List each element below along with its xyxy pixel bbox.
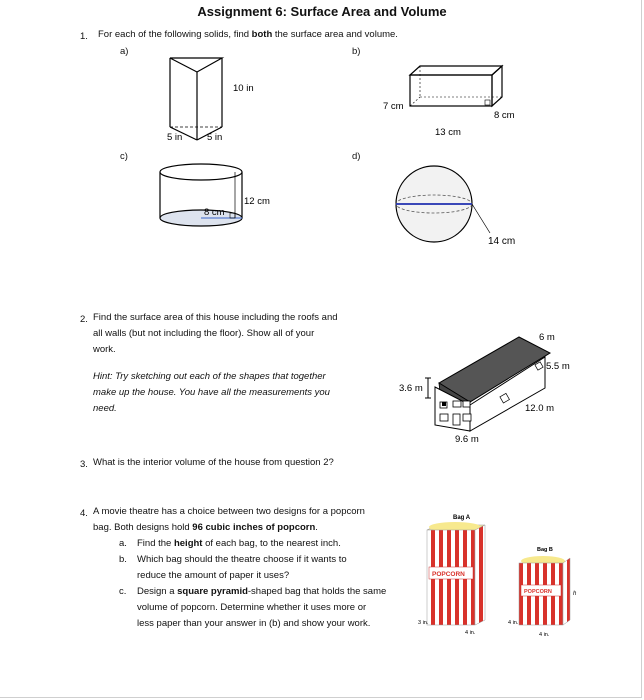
bag-a-brand: POPCORN	[432, 571, 465, 578]
house-roof-slant-label: 5.5 m	[546, 361, 570, 372]
q1-label-b: b)	[352, 46, 361, 57]
popcorn-bags-figure	[415, 505, 590, 645]
bag-a-label: Bag A	[453, 515, 471, 521]
q3-number: 3.	[80, 459, 88, 470]
bag-b-depth-label: 4 in.	[508, 620, 519, 626]
house-wall-height-label: 3.6 m	[399, 383, 423, 394]
box-depth-label: 8 cm	[494, 110, 515, 121]
q1-label-a: a)	[120, 46, 129, 57]
rectangular-prism-figure	[380, 60, 530, 140]
bag-a-depth-label: 3 in.	[418, 620, 429, 626]
q4-part-a-letter: a.	[119, 538, 127, 549]
page-title: Assignment 6: Surface Area and Volume	[197, 4, 447, 19]
prism-height-label: 10 in	[233, 83, 254, 94]
q2-text: Find the surface area of this house including the roofs and all walls (but not including the floor). Show all of your work.	[93, 312, 338, 355]
bag-b-brand: POPCORN	[524, 589, 552, 595]
q4-part-c: Design a square pyramid-shaped bag that holds the same volume of popcorn. Determine whether it uses more or less paper than your answer in (b) and show your work.	[137, 586, 387, 629]
q2-number: 2.	[80, 314, 88, 325]
q4-part-c-letter: c.	[119, 586, 127, 597]
prism-base-label-1: 5 in	[167, 132, 183, 143]
cylinder-figure	[150, 158, 290, 238]
box-length-label: 13 cm	[435, 127, 461, 138]
house-length-label: 12.0 m	[525, 403, 555, 414]
q4-part-a: Find the height of each bag, to the nearest inch.	[137, 538, 341, 549]
q3-text: What is the interior volume of the house from question 2?	[93, 457, 334, 468]
q2-hint: Hint: Try sketching out each of the shapes that together make up the house. You have all the measurements you need.	[93, 371, 330, 414]
bag-b-width-label: 4 in.	[539, 632, 550, 638]
q4-part-b: Which bag should the theatre choose if it wants to reduce the amount of paper it uses?	[137, 554, 347, 581]
cylinder-height-label: 12 cm	[244, 196, 270, 207]
q1-text: For each of the following solids, find both the surface area and volume.	[98, 29, 398, 40]
house-figure	[395, 325, 595, 450]
q1-label-d: d)	[352, 151, 361, 162]
prism-base-label-2: 5 in	[207, 132, 223, 143]
sphere-figure	[390, 160, 540, 255]
triangular-prism-figure	[150, 50, 260, 150]
cylinder-diameter-label: 8 cm	[204, 207, 225, 218]
q4-number: 4.	[80, 508, 88, 519]
house-roof-width-label: 6 m	[539, 332, 555, 343]
bag-b-label: Bag B	[537, 547, 553, 553]
box-height-label: 7 cm	[383, 101, 404, 112]
q4-text: A movie theatre has a choice between two designs for a popcorn bag. Both designs hold 96 cubic inches of popcorn.	[93, 506, 365, 533]
bag-a-width-label: 4 in.	[465, 630, 476, 636]
q4-part-b-letter: b.	[119, 554, 127, 565]
sphere-diameter-label: 14 cm	[488, 236, 516, 247]
bag-b-height-label: h	[573, 591, 577, 597]
q1-number: 1.	[80, 31, 88, 42]
q1-label-c: c)	[120, 151, 128, 162]
house-width-label: 9.6 m	[455, 434, 479, 445]
